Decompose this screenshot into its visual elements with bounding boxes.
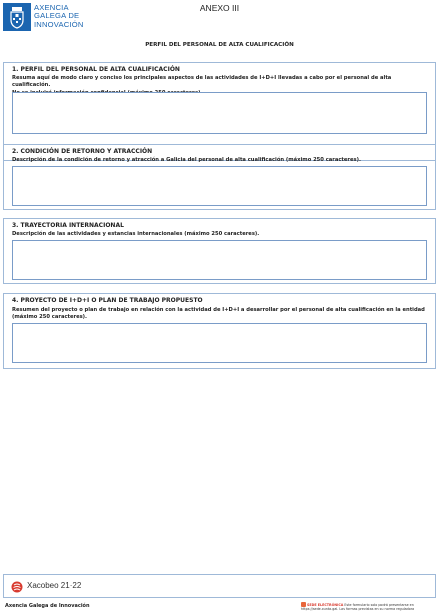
section-description: [12, 157, 427, 164]
xacobeo-icon: [11, 581, 23, 593]
description-line: Resumen del proyecto o plan de trabajo en relación con la actividad de I+D+I a desarrollar por el personal de alta cualificación en la entidad: [12, 307, 425, 313]
annex-label: ANEXO III: [199, 3, 240, 13]
org-name-line: INNOVACIÓN: [34, 19, 84, 29]
campaign-text: Xacobeo 21·22: [27, 581, 82, 590]
section-title: 3. TRAYECTORIA INTERNACIONAL: [12, 222, 124, 229]
section-title: 2. CONDICIÓN DE RETORNO Y ATRACCIÓN: [12, 148, 153, 155]
org-name-line: GALEGA DE: [34, 11, 80, 21]
section-title: 4. PROYECTO DE I+D+I O PLAN DE TRABAJO PROPUESTO: [12, 297, 203, 304]
sede-label: SEDE ELECTRÓNICA: [307, 603, 344, 607]
sede-text: Este formulario solo podrá presentarse en: [344, 603, 414, 607]
sede-icon: [301, 602, 306, 607]
description-line: Descripción de la condición de retorno y atracción a Galicia del personal de alta cualificación (máximo 250 caracteres).: [12, 157, 361, 163]
section-description: [12, 231, 427, 238]
footer-org-name: Axencia Galega de Innovación: [5, 603, 90, 609]
section-international-career: [3, 218, 436, 284]
section-return-attraction: [3, 144, 436, 210]
description-line: (máximo 250 caracteres).: [12, 314, 88, 321]
campaign-banner: [3, 574, 436, 598]
section-project-plan: [3, 293, 436, 369]
footer-sede-note: [301, 602, 436, 612]
document-title: PERFIL DEL PERSONAL DE ALTA CUALIFICACIÓN: [145, 42, 294, 48]
project-plan-answer-field[interactable]: [12, 323, 427, 363]
section-description: [12, 307, 427, 322]
org-name-line: AXENCIA: [34, 3, 69, 12]
section-title: 1. PERFIL DEL PERSONAL DE ALTA CUALIFICACIÓN: [12, 66, 180, 73]
description-line: Resuma aquí de modo claro y conciso los principales aspectos de las actividades de I+D+I llevadas a cabo por el personal de alta cualificación.: [12, 75, 392, 89]
international-career-answer-field[interactable]: [12, 240, 427, 280]
sede-url-line: https://sede.xunta.gal. Las formas previstas en su norma reguladora: [301, 607, 415, 612]
return-attraction-answer-field[interactable]: [12, 166, 427, 206]
description-line: Descripción de las actividades y estancias internacionales (máximo 250 caracteres).: [12, 231, 260, 237]
profile-answer-field[interactable]: [12, 92, 427, 134]
